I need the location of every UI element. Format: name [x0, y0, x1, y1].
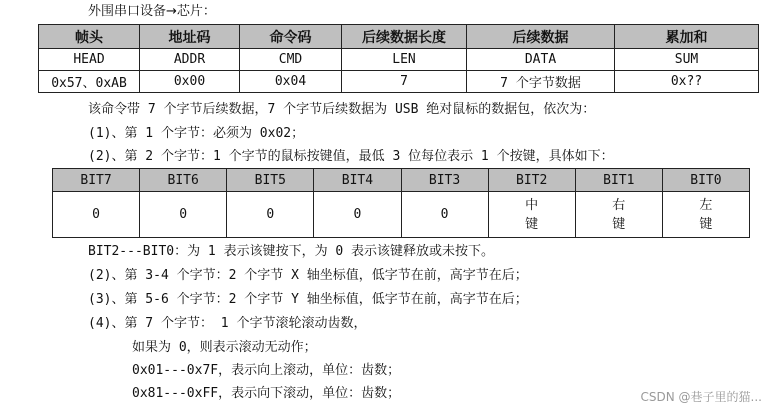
bit-value: 中 键 — [488, 192, 575, 238]
paragraph-line: (2)、第 2 个字节：1 个字节的鼠标按键值，最低 3 位每位表示 1 个按键，具体如下： — [88, 149, 614, 164]
header-cell: 命令码 — [240, 25, 342, 49]
table-cell: 7 个字节数据 — [467, 71, 615, 93]
bit-header: BIT7 — [53, 169, 140, 192]
bit-header: BIT6 — [140, 169, 227, 192]
bit-value: 右 键 — [575, 192, 662, 238]
table-cell: 0x00 — [140, 71, 240, 93]
paragraph-line: (1)、第 1 个字节：必须为 0x02； — [88, 126, 305, 141]
table-cell: LEN — [342, 49, 467, 71]
bits-value-row — [53, 192, 750, 238]
bit-header: BIT5 — [227, 169, 314, 192]
frame-header-row — [39, 25, 759, 49]
header-cell: 地址码 — [140, 25, 240, 49]
paragraph-line: 该命令带 7 个字节后续数据，7 个字节后续数据为 USB 绝对鼠标的数据包，依次为： — [88, 102, 596, 117]
table-cell: 0x57、0xAB — [39, 71, 140, 93]
bit-value: 0 — [53, 192, 140, 238]
bit-header: BIT2 — [488, 169, 575, 192]
header-cell: 帧头 — [39, 25, 140, 49]
paragraph-line: (3)、第 5-6 个字节：2 个字节 Y 轴坐标值，低字节在前，高字节在后； — [88, 292, 528, 307]
table-cell: CMD — [240, 49, 342, 71]
paragraph-line: 0x81---0xFF，表示向下滚动，单位：齿数； — [132, 386, 401, 401]
button-bits-table — [52, 168, 750, 238]
paragraph-line: 0x01---0x7F，表示向上滚动，单位：齿数； — [132, 363, 401, 378]
table-cell: 0x04 — [240, 71, 342, 93]
table-cell: SUM — [615, 49, 759, 71]
paragraph-line: 如果为 0，则表示滚动无动作； — [132, 340, 317, 355]
bit-header: BIT4 — [314, 169, 401, 192]
watermark: CSDN @巷子里的猫... — [640, 390, 762, 404]
table-cell: 0x?? — [615, 71, 759, 93]
header-cell: 累加和 — [615, 25, 759, 49]
table-cell: 7 — [342, 71, 467, 93]
paragraph-line: (2)、第 3-4 个字节：2 个字节 X 轴坐标值，低字节在前，高字节在后； — [88, 268, 528, 283]
table-cell: DATA — [467, 49, 615, 71]
paragraph-line: (4)、第 7 个字节： 1 个字节滚轮滚动齿数， — [88, 316, 367, 331]
bit-header: BIT3 — [401, 169, 488, 192]
bit-value: 0 — [314, 192, 401, 238]
bits-header-row — [53, 169, 750, 192]
bit-value: 0 — [227, 192, 314, 238]
bit-value: 0 — [140, 192, 227, 238]
table-cell: ADDR — [140, 49, 240, 71]
bit-header: BIT1 — [575, 169, 662, 192]
bit-value: 0 — [401, 192, 488, 238]
frame-format-table — [38, 24, 759, 93]
bit-header: BIT0 — [662, 169, 749, 192]
section-title: 外围串口设备→芯片： — [88, 4, 216, 19]
header-cell: 后续数据 — [467, 25, 615, 49]
header-cell: 后续数据长度 — [342, 25, 467, 49]
paragraph-line: BIT2---BIT0：为 1 表示该键按下，为 0 表示该键释放或未按下。 — [88, 244, 495, 259]
table-row — [39, 71, 759, 93]
table-row — [39, 49, 759, 71]
bit-value: 左 键 — [662, 192, 749, 238]
table-cell: HEAD — [39, 49, 140, 71]
